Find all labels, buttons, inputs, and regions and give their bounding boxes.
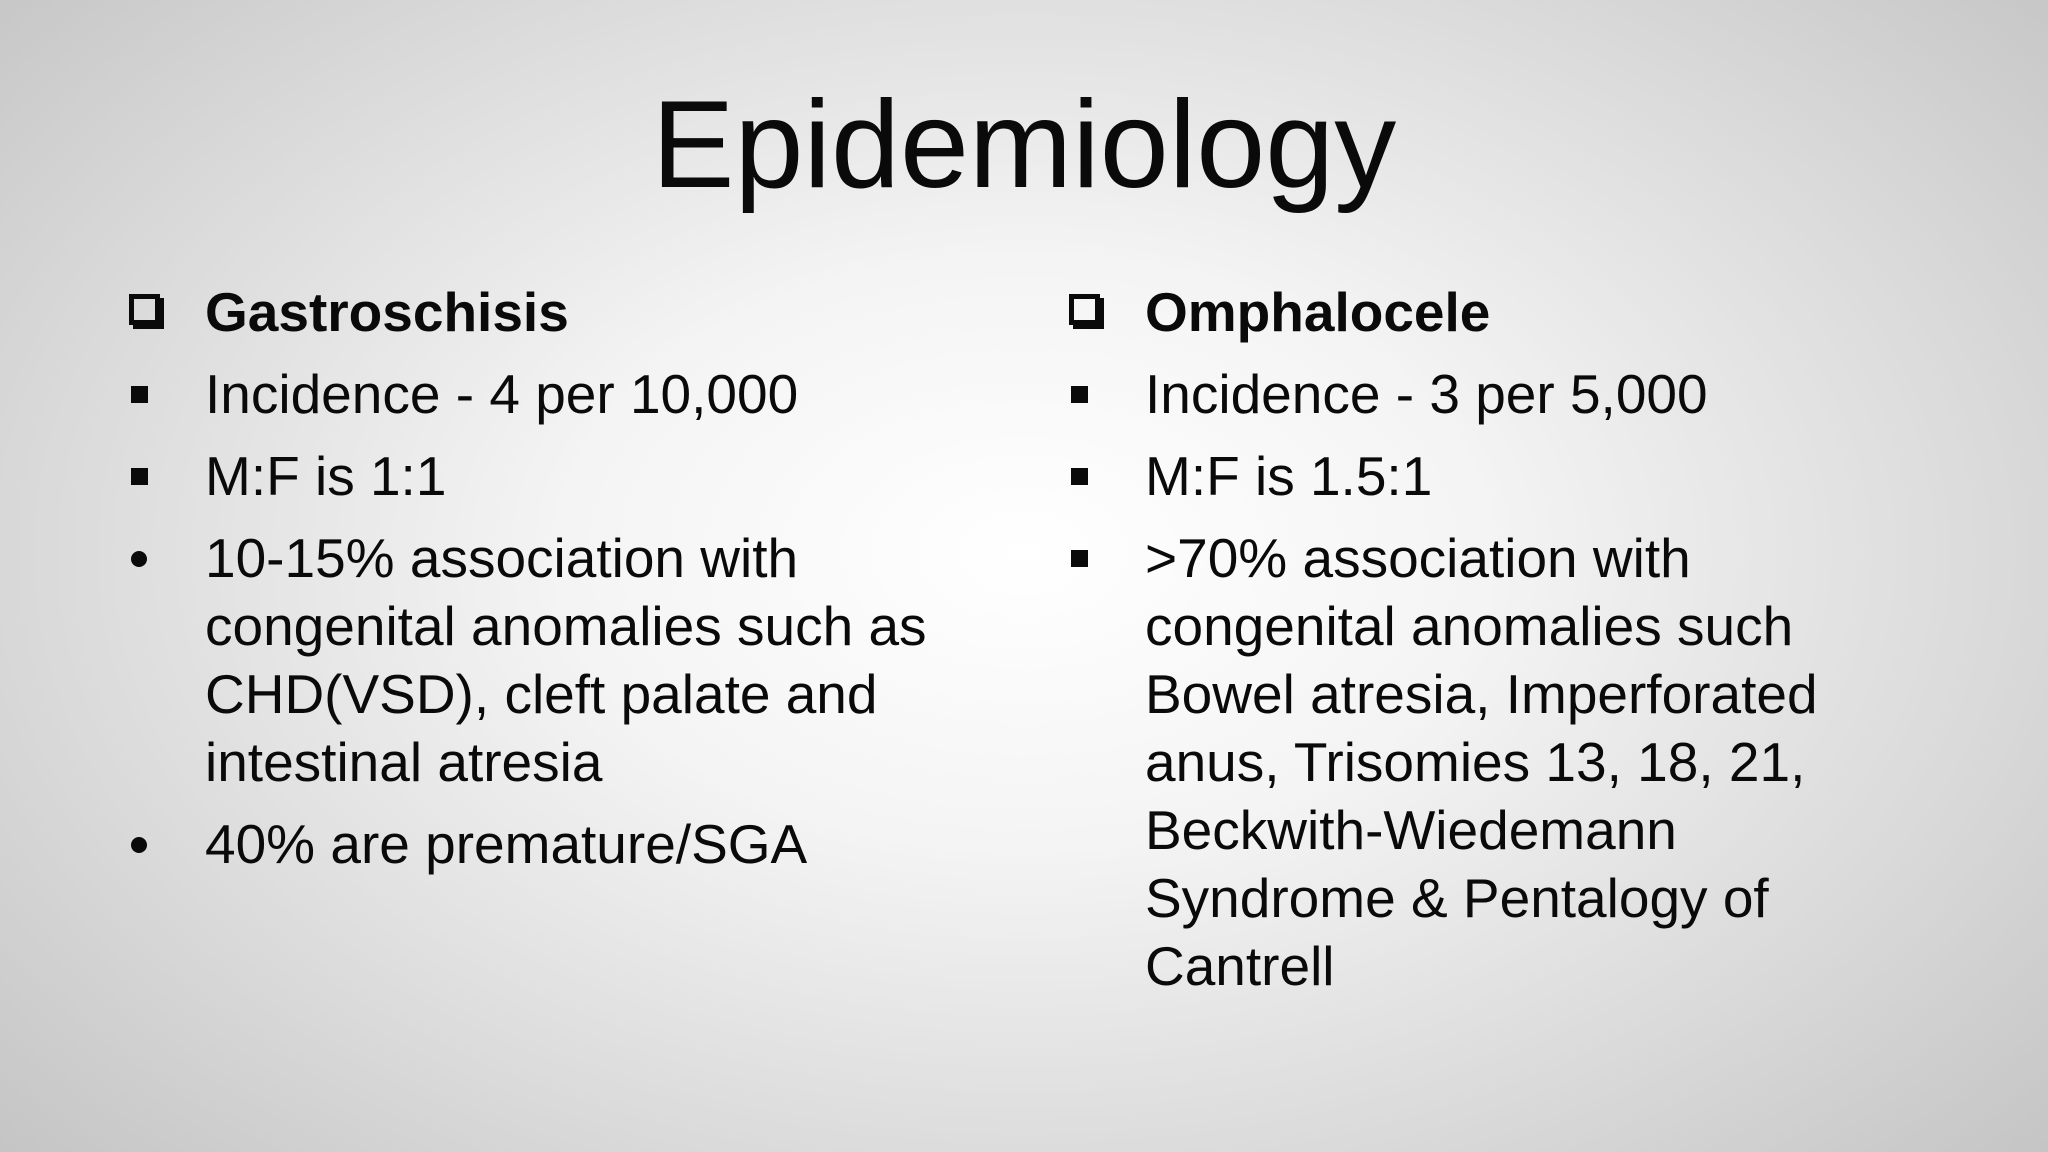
square-bullet-icon [125, 360, 173, 428]
square-bullet-icon [1065, 442, 1113, 510]
list-item-text: M:F is 1:1 [205, 445, 447, 507]
list-item-text: Incidence - 4 per 10,000 [205, 363, 799, 425]
list-item-text: M:F is 1.5:1 [1145, 445, 1433, 507]
list-item-text: 40% are premature/SGA [205, 813, 808, 875]
column-heading-gastroschisis [125, 278, 985, 346]
list-item [1065, 360, 1925, 428]
square-bullet-icon [1065, 524, 1113, 592]
list-item-text: >70% association with congenital anomalies such Bowel atresia, Imperforated anus, Trisomies 13, 18, 21, Beckwith-Wiedemann Syndrome & Pentalogy of Cantrell [1145, 527, 1818, 997]
dot-bullet-icon [125, 524, 173, 592]
list-item [125, 360, 985, 428]
heading-label: Omphalocele [1145, 281, 1491, 343]
list-item [1065, 442, 1925, 510]
column-heading-omphalocele [1065, 278, 1925, 346]
list-item-text: 10-15% association with congenital anomalies such as CHD(VSD), cleft palate and intestinal atresia [205, 527, 927, 793]
list-item [125, 524, 985, 796]
checkbox-bullet-icon [1065, 278, 1113, 346]
list-item [125, 810, 985, 878]
slide-title: Epidemiology [651, 76, 1397, 214]
dot-bullet-icon [125, 810, 173, 878]
list-item-text: Incidence - 3 per 5,000 [1145, 363, 1708, 425]
checkbox-bullet-icon [125, 278, 173, 346]
left-column [125, 278, 985, 892]
heading-label: Gastroschisis [205, 281, 569, 343]
list-item [1065, 524, 1925, 1000]
square-bullet-icon [125, 442, 173, 510]
list-item [125, 442, 985, 510]
right-column [1065, 278, 1925, 1014]
square-bullet-icon [1065, 360, 1113, 428]
